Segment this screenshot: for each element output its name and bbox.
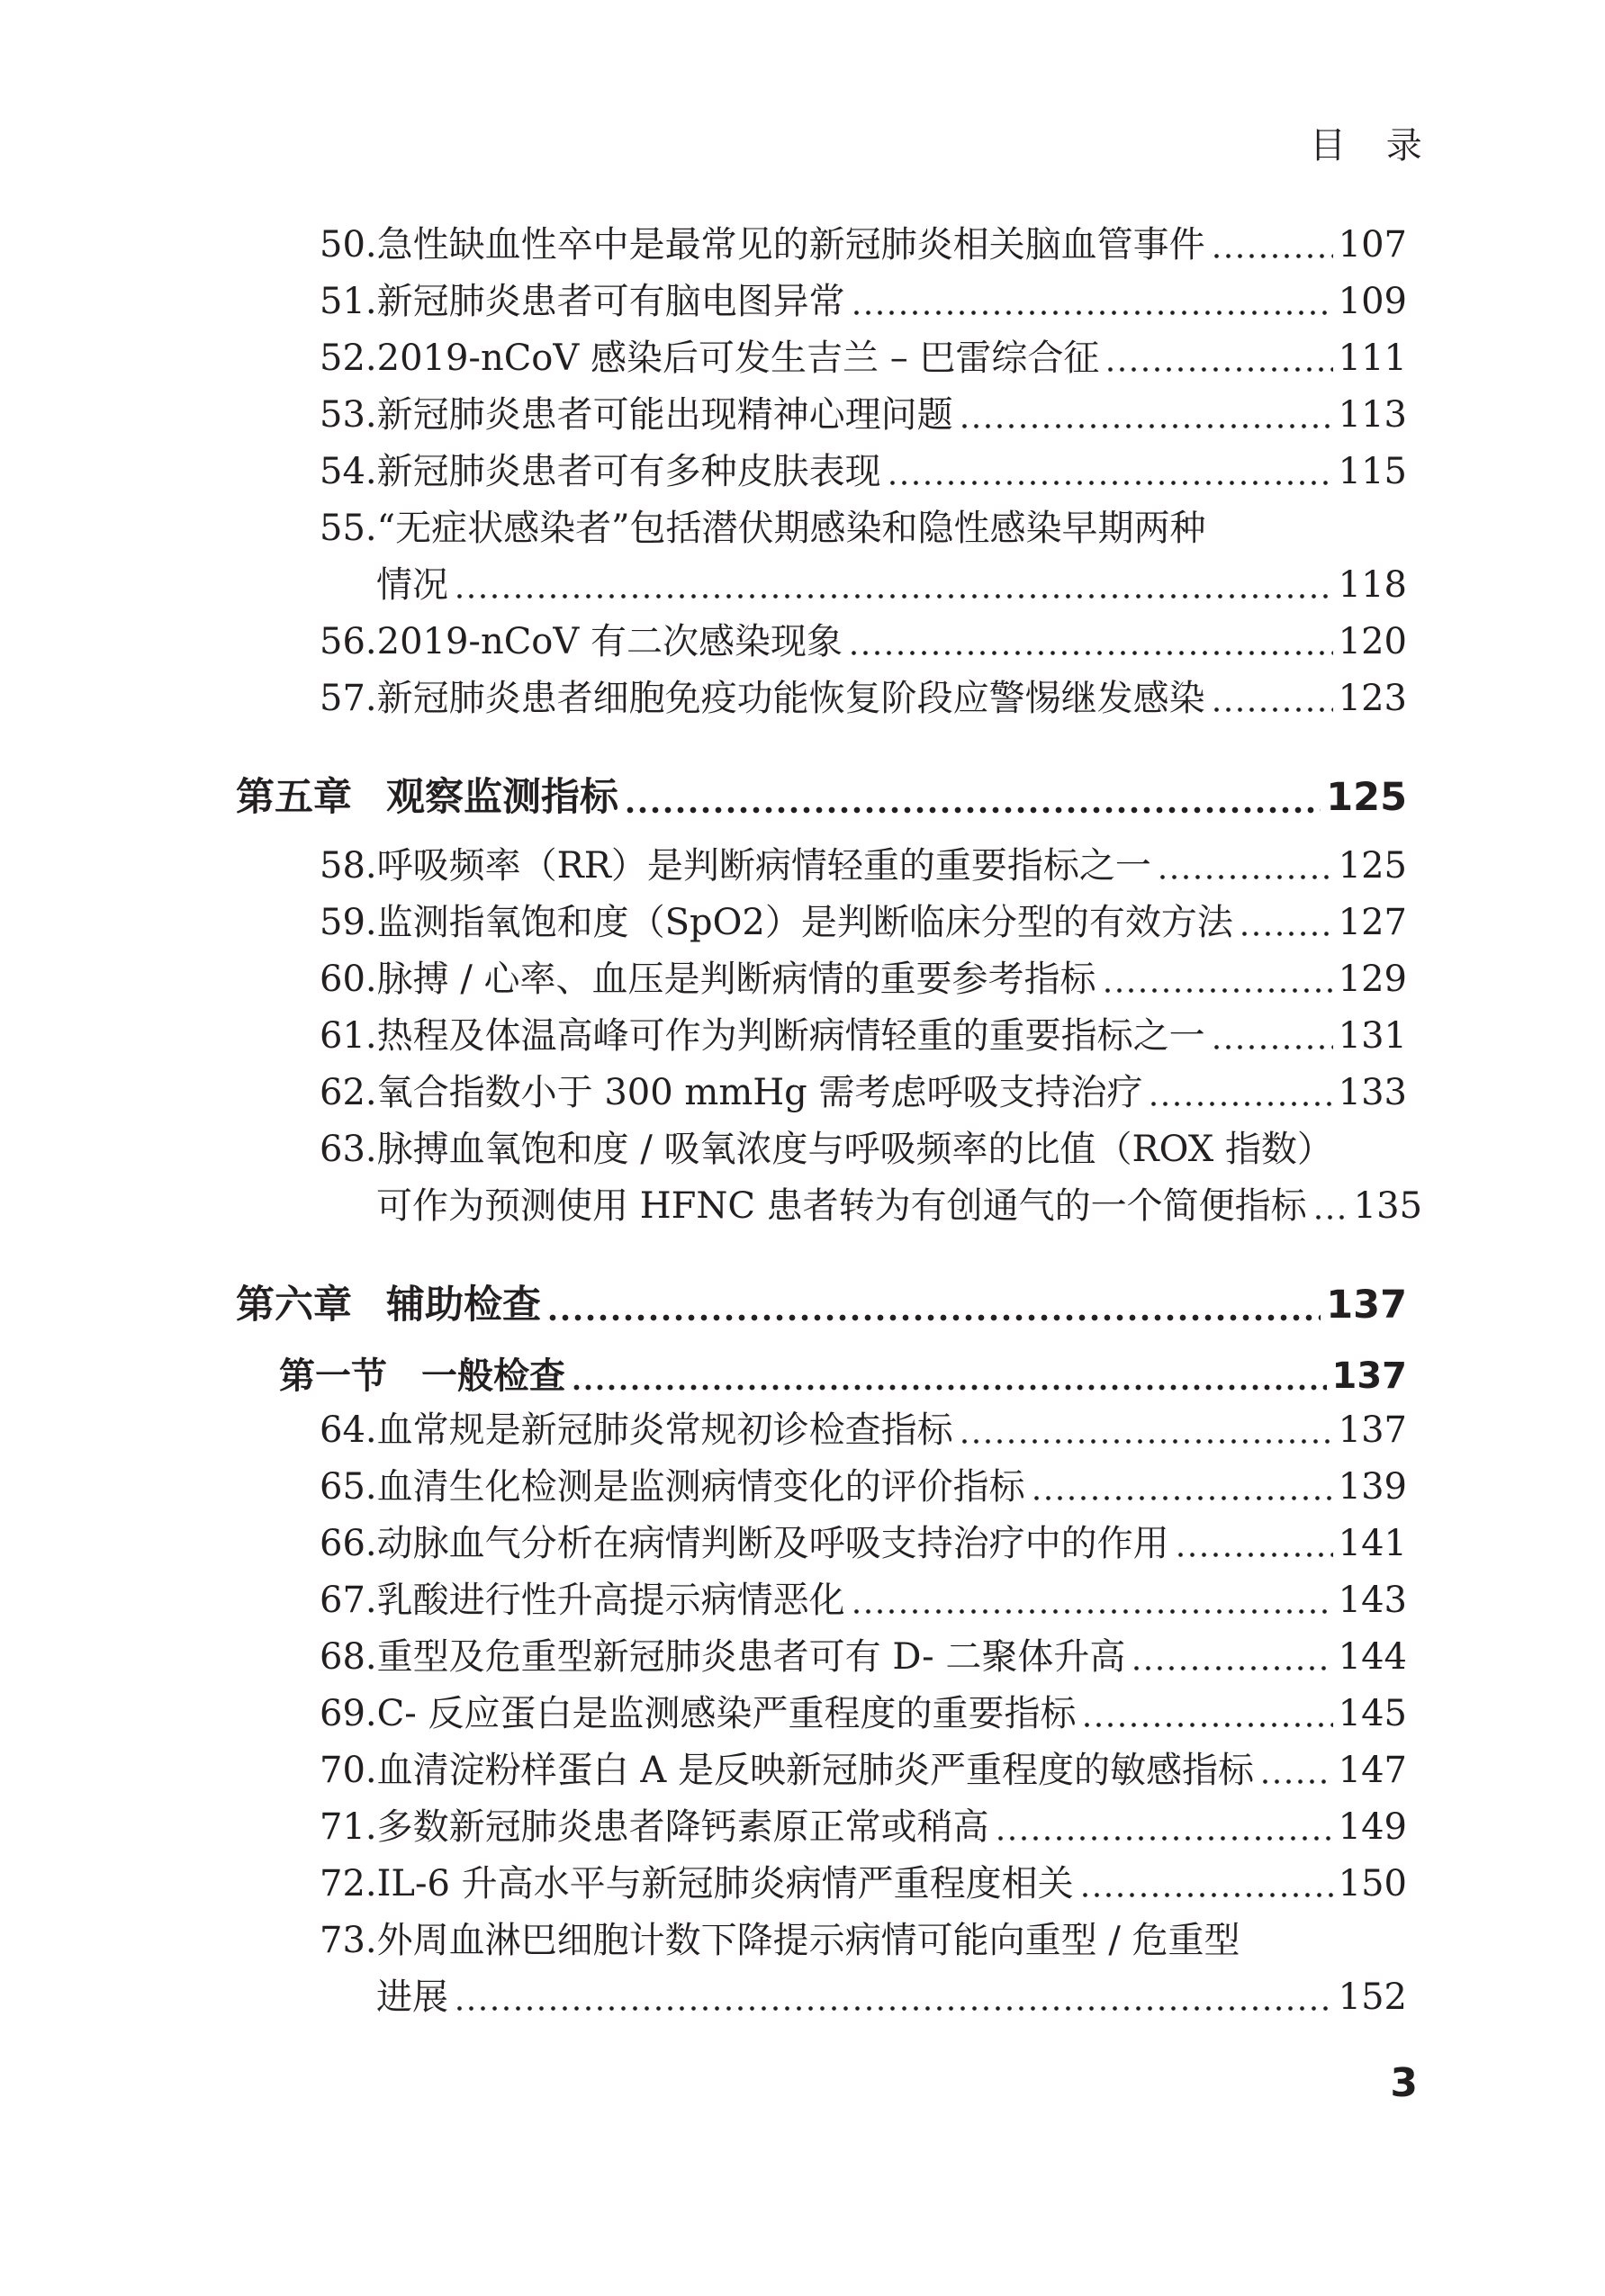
section-heading	[279, 1347, 1407, 1405]
entry-number: 64.	[320, 1409, 377, 1451]
entry-page-number: 141	[1338, 1523, 1407, 1564]
dot-leader	[546, 1271, 1321, 1339]
entry-number: 63.	[320, 1129, 377, 1170]
entry-title: 血清生化检测是监测病情变化的评价指标	[376, 1466, 1025, 1508]
entry-page-number: 131	[1338, 1015, 1407, 1057]
entry-title: 新冠肺炎患者可有多种皮肤表现	[376, 451, 881, 492]
dot-leader	[1131, 1628, 1332, 1686]
entry-title: 监测指氧饱和度（SpO2）是判断临床分型的有效方法	[376, 902, 1233, 943]
entry-title: 新冠肺炎患者细胞免疫功能恢复阶段应警惕继发感染	[376, 678, 1205, 719]
entry-title-continuation: 情况	[376, 564, 448, 606]
entry-page-number: 118	[1338, 564, 1407, 606]
dot-leader	[624, 763, 1321, 832]
dot-leader	[1079, 1855, 1333, 1913]
toc-entry	[320, 1742, 1407, 1799]
entry-page-number: 152	[1338, 1976, 1407, 2018]
dot-leader	[995, 1798, 1333, 1856]
entry-number: 54.	[320, 451, 377, 492]
toc-entry-continuation	[376, 1177, 1423, 1235]
entry-number: 57.	[320, 678, 377, 719]
entry-page-number: 150	[1338, 1863, 1407, 1904]
chapter-page-number: 125	[1326, 775, 1407, 820]
toc-entry	[320, 216, 1407, 274]
entry-number: 58.	[320, 845, 377, 887]
entry-page-number: 137	[1338, 1409, 1407, 1451]
entry-title: 重型及危重型新冠肺炎患者可有 D- 二聚体升高	[376, 1636, 1126, 1678]
dot-leader	[1312, 1177, 1348, 1235]
dot-leader	[1211, 1007, 1333, 1065]
entry-page-number: 149	[1338, 1806, 1407, 1848]
entry-number: 70.	[320, 1750, 377, 1791]
entry-number: 66.	[320, 1523, 377, 1564]
entry-number: 59.	[320, 902, 377, 943]
entry-title: 氧合指数小于 300 mmHg 需考虑呼吸支持治疗	[376, 1072, 1143, 1113]
toc-entry	[320, 1628, 1407, 1686]
dot-leader	[851, 273, 1333, 330]
dot-leader	[959, 1401, 1333, 1459]
entry-page-number: 147	[1338, 1750, 1407, 1791]
entry-number: 60.	[320, 959, 377, 1000]
dot-leader	[1148, 1064, 1332, 1121]
entry-page-number: 143	[1338, 1580, 1407, 1621]
entry-number: 56.	[320, 621, 377, 662]
toc-entry	[320, 329, 1407, 387]
dot-leader	[1031, 1458, 1333, 1516]
page-folio: 3	[1390, 2060, 1418, 2106]
entry-title: 急性缺血性卒中是最常见的新冠肺炎相关脑血管事件	[376, 224, 1205, 266]
toc-entry	[320, 273, 1407, 330]
dot-leader	[571, 1347, 1327, 1405]
entry-title-continuation: 可作为预测使用 HFNC 患者转为有创通气的一个简便指标	[376, 1185, 1307, 1227]
toc-entry	[320, 1855, 1407, 1913]
entry-number: 50.	[320, 224, 377, 266]
entry-title: 血清淀粉样蛋白 A 是反映新冠肺炎严重程度的敏感指标	[376, 1750, 1254, 1791]
entry-page-number: 129	[1338, 959, 1407, 1000]
chapter-heading	[236, 1271, 1407, 1339]
entry-title: 动脉血气分析在病情判断及呼吸支持治疗中的作用	[376, 1523, 1169, 1564]
entry-title: 脉搏血氧饱和度 / 吸氧浓度与呼吸频率的比值（ROX 指数）	[376, 1129, 1333, 1170]
section-page-number: 137	[1331, 1355, 1407, 1397]
entry-number: 71.	[320, 1806, 377, 1848]
toc-entry	[320, 386, 1407, 444]
section-title: 一般检查	[421, 1355, 565, 1397]
toc-entry	[320, 1912, 1407, 1969]
entry-page-number: 109	[1338, 281, 1407, 322]
toc-entry	[320, 443, 1407, 500]
entry-page-number: 123	[1338, 678, 1407, 719]
toc-entry	[320, 1121, 1407, 1178]
toc-entry	[320, 1798, 1407, 1856]
entry-number: 65.	[320, 1466, 377, 1508]
entry-title: 新冠肺炎患者可有脑电图异常	[376, 281, 845, 322]
toc-entry	[320, 1685, 1407, 1742]
entry-page-number: 113	[1338, 394, 1407, 436]
entry-title: 脉搏 / 心率、血压是判断病情的重要参考指标	[376, 959, 1096, 1000]
dot-leader	[851, 1571, 1333, 1629]
entry-title: 新冠肺炎患者可能出现精神心理问题	[376, 394, 953, 436]
entry-title: 乳酸进行性升高提示病情恶化	[376, 1580, 845, 1621]
entry-page-number: 144	[1338, 1636, 1407, 1678]
dot-leader	[1211, 670, 1333, 727]
toc-entry	[320, 500, 1407, 557]
entry-page-number: 120	[1338, 621, 1407, 662]
toc-entry	[320, 613, 1407, 671]
entry-page-number: 111	[1338, 338, 1407, 379]
entry-number: 72.	[320, 1863, 377, 1904]
entry-number: 55.	[320, 508, 377, 549]
entry-number: 69.	[320, 1693, 377, 1734]
toc-entry	[320, 1401, 1407, 1459]
chapter-title: 辅助检查	[386, 1283, 541, 1328]
entry-title: 2019-nCoV 感染后可发生吉兰 – 巴雷综合征	[376, 338, 1100, 379]
entry-number: 62.	[320, 1072, 377, 1113]
entry-page-number: 107	[1338, 224, 1407, 266]
entry-number: 53.	[320, 394, 377, 436]
entry-number: 51.	[320, 281, 377, 322]
entry-number: 61.	[320, 1015, 377, 1057]
entry-title: 外周血淋巴细胞计数下降提示病情可能向重型 / 危重型	[376, 1920, 1240, 1961]
entry-title: 2019-nCoV 有二次感染现象	[376, 621, 843, 662]
chapter-title: 观察监测指标	[386, 775, 618, 820]
dot-leader	[1081, 1685, 1332, 1742]
dot-leader	[1105, 329, 1332, 387]
entry-number: 68.	[320, 1636, 377, 1678]
dot-leader	[1239, 894, 1333, 951]
entry-title: “无症状感染者”包括潜伏期感染和隐性感染早期两种	[376, 508, 1206, 549]
toc-entry	[320, 1571, 1407, 1629]
entry-page-number: 133	[1338, 1072, 1407, 1113]
dot-leader	[1259, 1742, 1333, 1799]
dot-leader	[1211, 216, 1333, 274]
dot-leader	[1102, 950, 1333, 1008]
entry-page-number: 139	[1338, 1466, 1407, 1508]
chapter-number: 第五章	[236, 775, 352, 820]
toc-entry-continuation	[376, 1968, 1407, 2026]
chapter-page-number: 137	[1326, 1283, 1407, 1328]
entry-number: 67.	[320, 1580, 377, 1621]
toc-entry-continuation	[376, 556, 1407, 614]
entry-page-number: 115	[1338, 451, 1407, 492]
entry-title: 血常规是新冠肺炎常规初诊检查指标	[376, 1409, 953, 1451]
toc-entry	[320, 670, 1407, 727]
toc-entry	[320, 1007, 1407, 1065]
entry-title: C- 反应蛋白是监测感染严重程度的重要指标	[376, 1693, 1077, 1734]
dot-leader	[454, 556, 1333, 614]
dot-leader	[848, 613, 1333, 671]
toc-entry	[320, 1458, 1407, 1516]
dot-leader	[887, 443, 1333, 500]
entry-title: 多数新冠肺炎患者降钙素原正常或稍高	[376, 1806, 989, 1848]
dot-leader	[1157, 837, 1333, 895]
entry-number: 52.	[320, 338, 377, 379]
dot-leader	[1175, 1515, 1333, 1572]
entry-title: IL-6 升高水平与新冠肺炎病情严重程度相关	[376, 1863, 1074, 1904]
entry-title-continuation: 进展	[376, 1976, 448, 2018]
entry-page-number: 145	[1338, 1693, 1407, 1734]
toc-entry	[320, 950, 1407, 1008]
entry-title: 呼吸频率（RR）是判断病情轻重的重要指标之一	[376, 845, 1151, 887]
chapter-number: 第六章	[236, 1283, 352, 1328]
dot-leader	[959, 386, 1333, 444]
entry-title: 热程及体温高峰可作为判断病情轻重的重要指标之一	[376, 1015, 1205, 1057]
running-head: 目 录	[1310, 125, 1437, 167]
section-number: 第一节	[279, 1355, 387, 1397]
toc-entry	[320, 1515, 1407, 1572]
toc-entry	[320, 894, 1407, 951]
entry-page-number: 127	[1338, 902, 1407, 943]
chapter-heading	[236, 763, 1407, 832]
entry-page-number: 125	[1338, 845, 1407, 887]
dot-leader	[454, 1968, 1333, 2026]
entry-page-number: 135	[1353, 1185, 1423, 1227]
entry-number: 73.	[320, 1920, 377, 1961]
toc-entry	[320, 837, 1407, 895]
toc-entry	[320, 1064, 1407, 1121]
